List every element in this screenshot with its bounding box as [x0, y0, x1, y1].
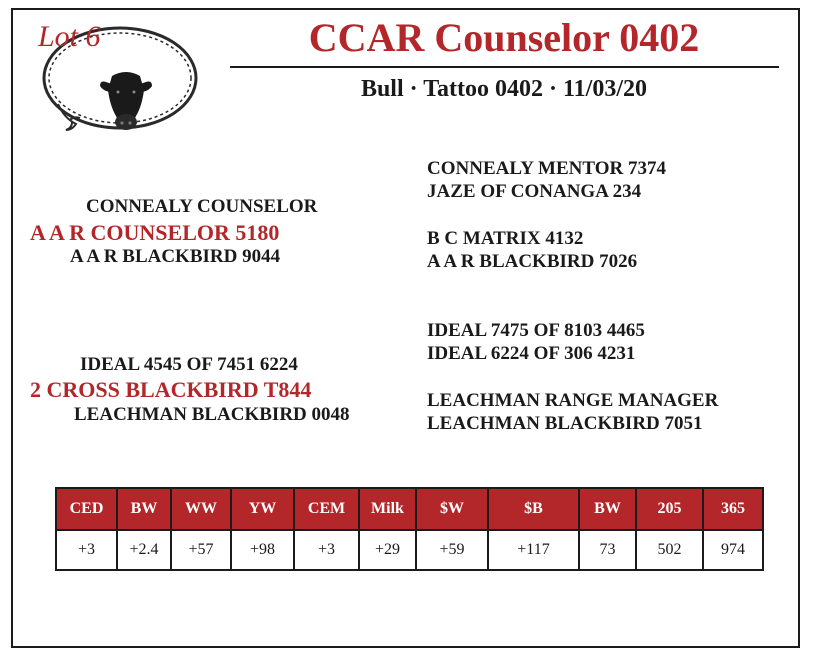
epd-header: 205 [636, 488, 703, 530]
epd-value: +3 [294, 530, 359, 570]
sire-dam: A A R BLACKBIRD 9044 [70, 246, 281, 267]
epd-header: WW [171, 488, 231, 530]
sire: A A R COUNSELOR 5180 [30, 220, 280, 245]
epd-value: +3 [56, 530, 117, 570]
lot-number: Lot 6 [38, 20, 101, 53]
epd-header: Milk [359, 488, 416, 530]
epd-table [55, 487, 764, 571]
sire-sire-sire: CONNEALY MENTOR 7374 [427, 158, 666, 179]
epd-header: CEM [294, 488, 359, 530]
epd-header: 365 [703, 488, 763, 530]
epd-header: $B [488, 488, 579, 530]
dam-sire-sire: IDEAL 7475 OF 8103 4465 [427, 320, 645, 341]
sire-dam-sire: B C MATRIX 4132 [427, 228, 584, 249]
dam: 2 CROSS BLACKBIRD T844 [30, 377, 312, 402]
epd-value: 502 [636, 530, 703, 570]
sire-sire-dam: JAZE OF CONANGA 234 [427, 181, 642, 202]
epd-value: +29 [359, 530, 416, 570]
epd-value: 73 [579, 530, 636, 570]
dam-sire-dam: IDEAL 6224 OF 306 4231 [427, 343, 636, 364]
epd-header: CED [56, 488, 117, 530]
epd-value: +2.4 [117, 530, 171, 570]
animal-info: Bull · Tattoo 0402 · 11/03/20 [360, 76, 648, 102]
dam-dam-sire: LEACHMAN RANGE MANAGER [427, 390, 719, 411]
epd-header-row [56, 488, 763, 530]
title-divider [230, 66, 779, 68]
epd-header: BW [117, 488, 171, 530]
dam-sire: IDEAL 4545 OF 7451 6224 [80, 354, 298, 375]
epd-value-row [56, 530, 763, 570]
epd-value: 974 [703, 530, 763, 570]
black-angus-bull-head-icon [100, 72, 152, 134]
epd-value: +98 [231, 530, 294, 570]
epd-header: YW [231, 488, 294, 530]
epd-header: BW [579, 488, 636, 530]
epd-value: +57 [171, 530, 231, 570]
epd-value: +59 [416, 530, 488, 570]
dam-dam-dam: LEACHMAN BLACKBIRD 7051 [427, 413, 703, 434]
sire-sire: CONNEALY COUNSELOR [86, 196, 318, 217]
dam-dam: LEACHMAN BLACKBIRD 0048 [74, 404, 350, 425]
epd-value: +117 [488, 530, 579, 570]
sire-dam-dam: A A R BLACKBIRD 7026 [427, 251, 638, 272]
page-title: CCAR Counselor 0402 [308, 15, 700, 60]
epd-header: $W [416, 488, 488, 530]
